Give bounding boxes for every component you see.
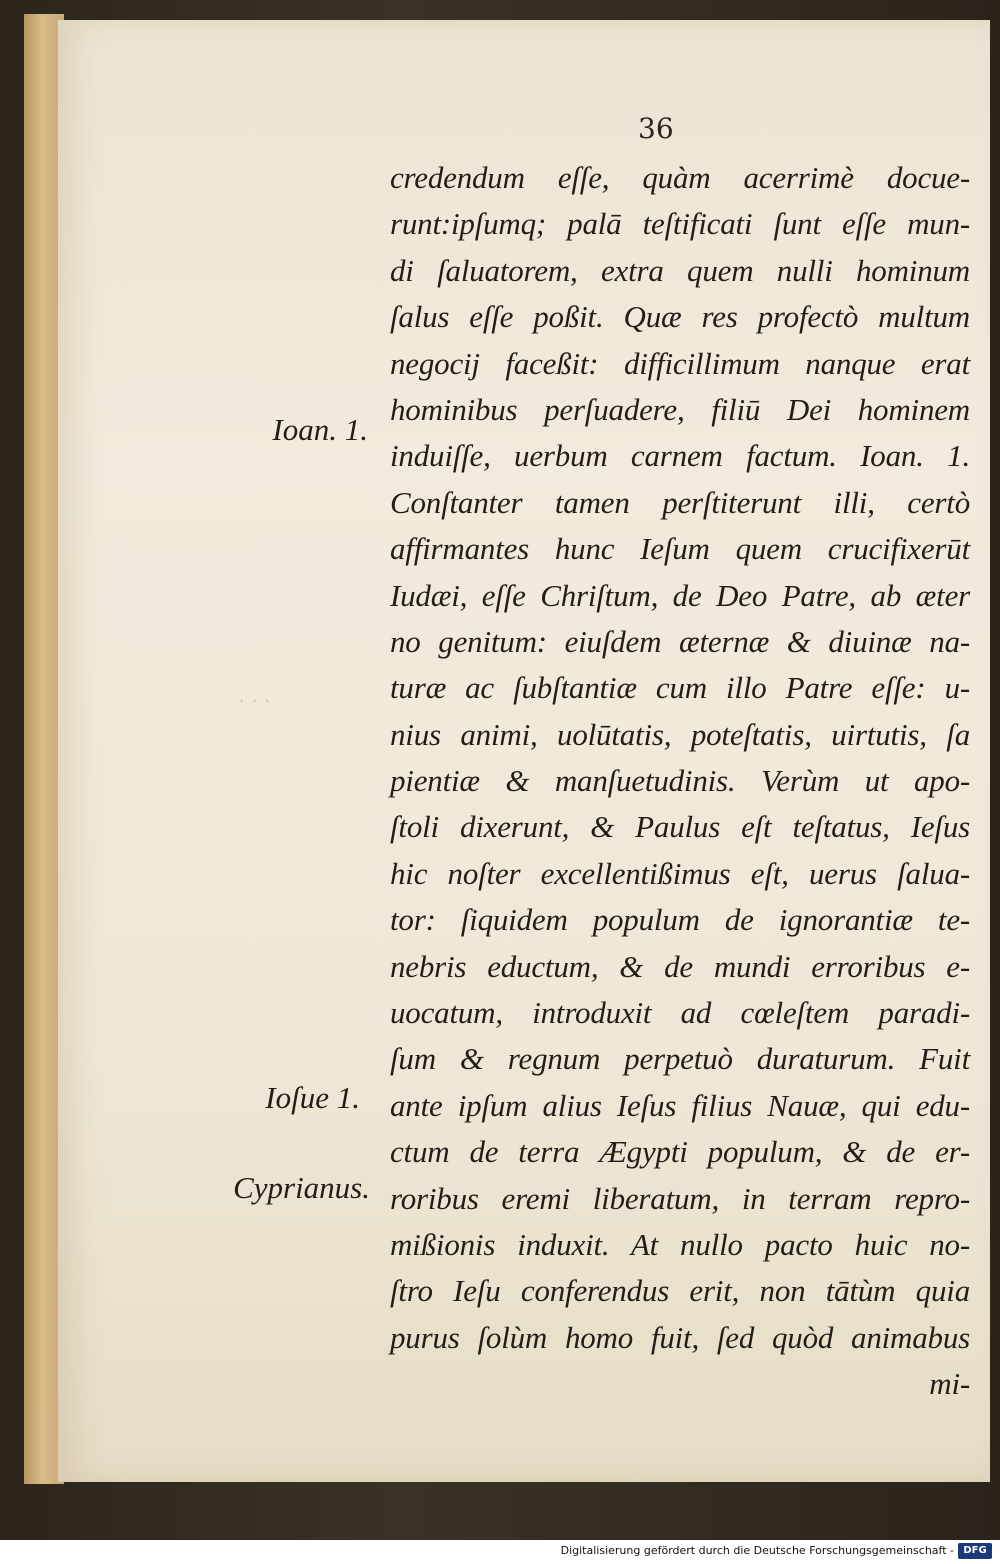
text-line: negocij faceßit: difficillimum nanque erat	[390, 345, 970, 381]
text-line: di ſaluatorem, extra quem nulli hominum	[390, 252, 970, 288]
text-line: ante ipſum alius Ieſus filius Nauæ, qui edu-	[390, 1087, 970, 1123]
text-line: hominibus perſuadere, filiū Dei hominem	[390, 391, 970, 427]
margin-note-cyprianus: Cyprianus.	[233, 1170, 370, 1205]
text-line: hic noſter excellentißimus eſt, uerus ſalua-	[390, 855, 970, 891]
text-line: ctum de terra Ægypti populum, & de er-	[390, 1134, 970, 1170]
margin-note-ioan: Ioan. 1.	[272, 412, 368, 447]
text-line: pientiæ & manſuetudinis. Verùm ut apo-	[390, 763, 970, 799]
text-line: purus ſolùm homo fuit, ſed quòd animabus	[390, 1319, 970, 1355]
text-line: Iudæi, eſſe Chriſtum, de Deo Patre, ab æter	[390, 577, 970, 613]
text-line: nebris eductum, & de mundi erroribus e-	[390, 948, 970, 984]
dfg-logo: DFG	[958, 1543, 992, 1559]
text-line: induiſſe, uerbum carnem factum. Ioan. 1.	[390, 438, 970, 474]
funding-credit: Digitalisierung gefördert durch die Deutsche Forschungsgemeinschaft -	[560, 1544, 954, 1557]
text-line: uocatum, introduxit ad cœleſtem paradi-	[390, 995, 970, 1031]
text-line: turæ ac ſubſtantiæ cum illo Patre eſſe: u-	[390, 670, 970, 706]
text-line: mißionis induxit. At nullo pacto huic no-	[390, 1226, 970, 1262]
text-line: Conſtanter tamen perſtiterunt illi, certò	[390, 484, 970, 520]
catchword: mi-	[929, 1366, 970, 1402]
text-line: credendum eſſe, quàm acerrimè docue-	[390, 160, 970, 195]
text-line: nius animi, uolūtatis, poteſtatis, uirtutis, ſa	[390, 716, 970, 752]
text-line: runt:ipſumq; palā teſtificati ſunt eſſe mun-	[390, 206, 970, 242]
margin-note-iosue: Ioſue 1.	[265, 1080, 360, 1115]
text-line: ſtro Ieſu conferendus erit, non tātùm quia	[390, 1273, 970, 1309]
text-line: ſalus eſſe poßit. Quæ res profectò multum	[390, 299, 970, 335]
text-line: ſum & regnum perpetuò duraturum. Fuit	[390, 1041, 970, 1077]
text-line: tor: ſiquidem populum de ignorantiæ te-	[390, 902, 970, 938]
text-line: no genitum: eiuſdem æternæ & diuinæ na-	[390, 623, 970, 659]
text-line: ſtoli dixerunt, & Paulus eſt teſtatus, Ieſus	[390, 809, 970, 845]
main-text	[390, 155, 970, 1408]
page-number: 36	[638, 112, 674, 145]
bleed-through-mark: · · ·	[238, 688, 271, 713]
text-line: affirmantes hunc Ieſum quem crucifixerūt	[390, 531, 970, 567]
text-line: roribus eremi liberatum, in terram repro-	[390, 1180, 970, 1216]
